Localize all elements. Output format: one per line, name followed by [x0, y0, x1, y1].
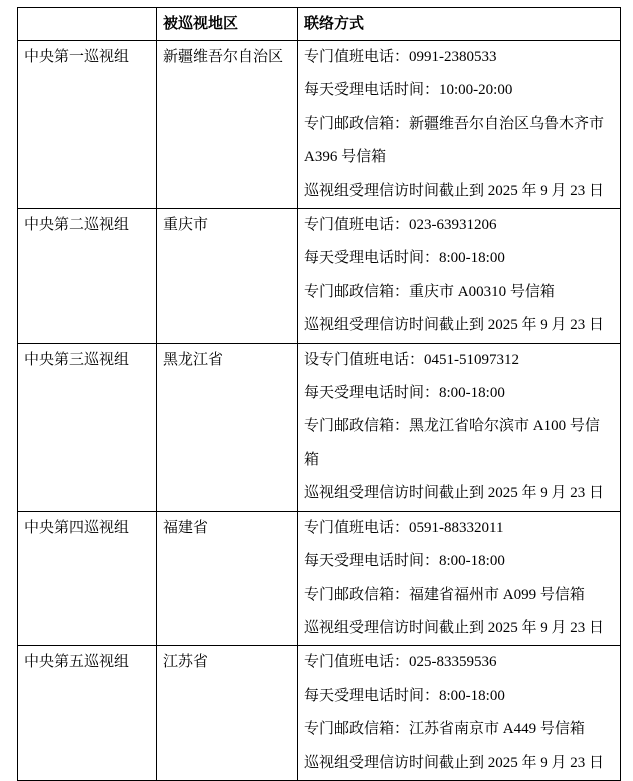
contact-line-hours: 每天受理电话时间：8:00-18:00 [304, 553, 505, 570]
contact-line-deadline: 巡视组受理信访时间截止到 2025 年 9 月 23 日 [304, 619, 605, 636]
contact-line-phone: 专门值班电话：023-63931206 [304, 217, 497, 234]
contact-line-mailbox: 专门邮政信箱：重庆市 A00310 号信箱 [304, 283, 555, 300]
contact-line-phone: 专门值班电话：0991-2380533 [304, 49, 497, 65]
group-name: 中央第四巡视组 [18, 511, 157, 646]
region-name: 江苏省 [157, 646, 298, 781]
group-name: 中央第二巡视组 [18, 209, 157, 344]
group-name: 中央第一巡视组 [18, 41, 157, 209]
contact-line-phone: 专门值班电话：0591-88332011 [304, 519, 504, 536]
header-inspected-region: 被巡视地区 [157, 8, 298, 41]
contact-line-hours: 每天受理电话时间：8:00-18:00 [304, 687, 505, 704]
contact-info [298, 41, 621, 209]
header-group-blank [18, 8, 157, 41]
contact-line-mailbox: 专门邮政信箱：新疆维吾尔自治区乌鲁木齐市 A396 号信箱 [304, 115, 605, 166]
contact-line-deadline: 巡视组受理信访时间截止到 2025 年 9 月 23 日 [304, 182, 605, 199]
header-row [18, 8, 621, 41]
contact-line-mailbox: 专门邮政信箱：福建省福州市 A099 号信箱 [304, 586, 585, 603]
region-name: 黑龙江省 [157, 343, 298, 511]
table-row [18, 511, 621, 646]
contact-line-mailbox: 专门邮政信箱：江苏省南京市 A449 号信箱 [304, 721, 585, 738]
region-name: 新疆维吾尔自治区 [157, 41, 298, 209]
region-name: 福建省 [157, 511, 298, 646]
contact-line-hours: 每天受理电话时间：8:00-18:00 [304, 385, 505, 402]
contact-line-mailbox: 专门邮政信箱：黑龙江省哈尔滨市 A100 号信箱 [304, 418, 600, 468]
contact-info [298, 511, 621, 646]
table-row [18, 209, 621, 344]
region-name: 重庆市 [157, 209, 298, 344]
group-name: 中央第三巡视组 [18, 343, 157, 511]
contact-info [298, 646, 621, 781]
contact-line-deadline: 巡视组受理信访时间截止到 2025 年 9 月 23 日 [304, 485, 605, 502]
contact-line-phone: 专门值班电话：025-83359536 [304, 654, 497, 671]
contact-line-deadline: 巡视组受理信访时间截止到 2025 年 9 月 23 日 [304, 317, 605, 334]
group-name: 中央第五巡视组 [18, 646, 157, 781]
contact-info [298, 343, 621, 511]
contact-line-hours: 每天受理电话时间：10:00-20:00 [304, 82, 513, 99]
inspection-groups-table [17, 7, 621, 781]
table-row [18, 646, 621, 781]
table-row [18, 343, 621, 511]
contact-info [298, 209, 621, 344]
contact-line-deadline: 巡视组受理信访时间截止到 2025 年 9 月 23 日 [304, 754, 605, 771]
contact-line-hours: 每天受理电话时间：8:00-18:00 [304, 250, 505, 267]
table-row [18, 41, 621, 209]
header-contact-method: 联络方式 [298, 8, 621, 41]
contact-line-phone: 设专门值班电话：0451-51097312 [304, 351, 519, 368]
